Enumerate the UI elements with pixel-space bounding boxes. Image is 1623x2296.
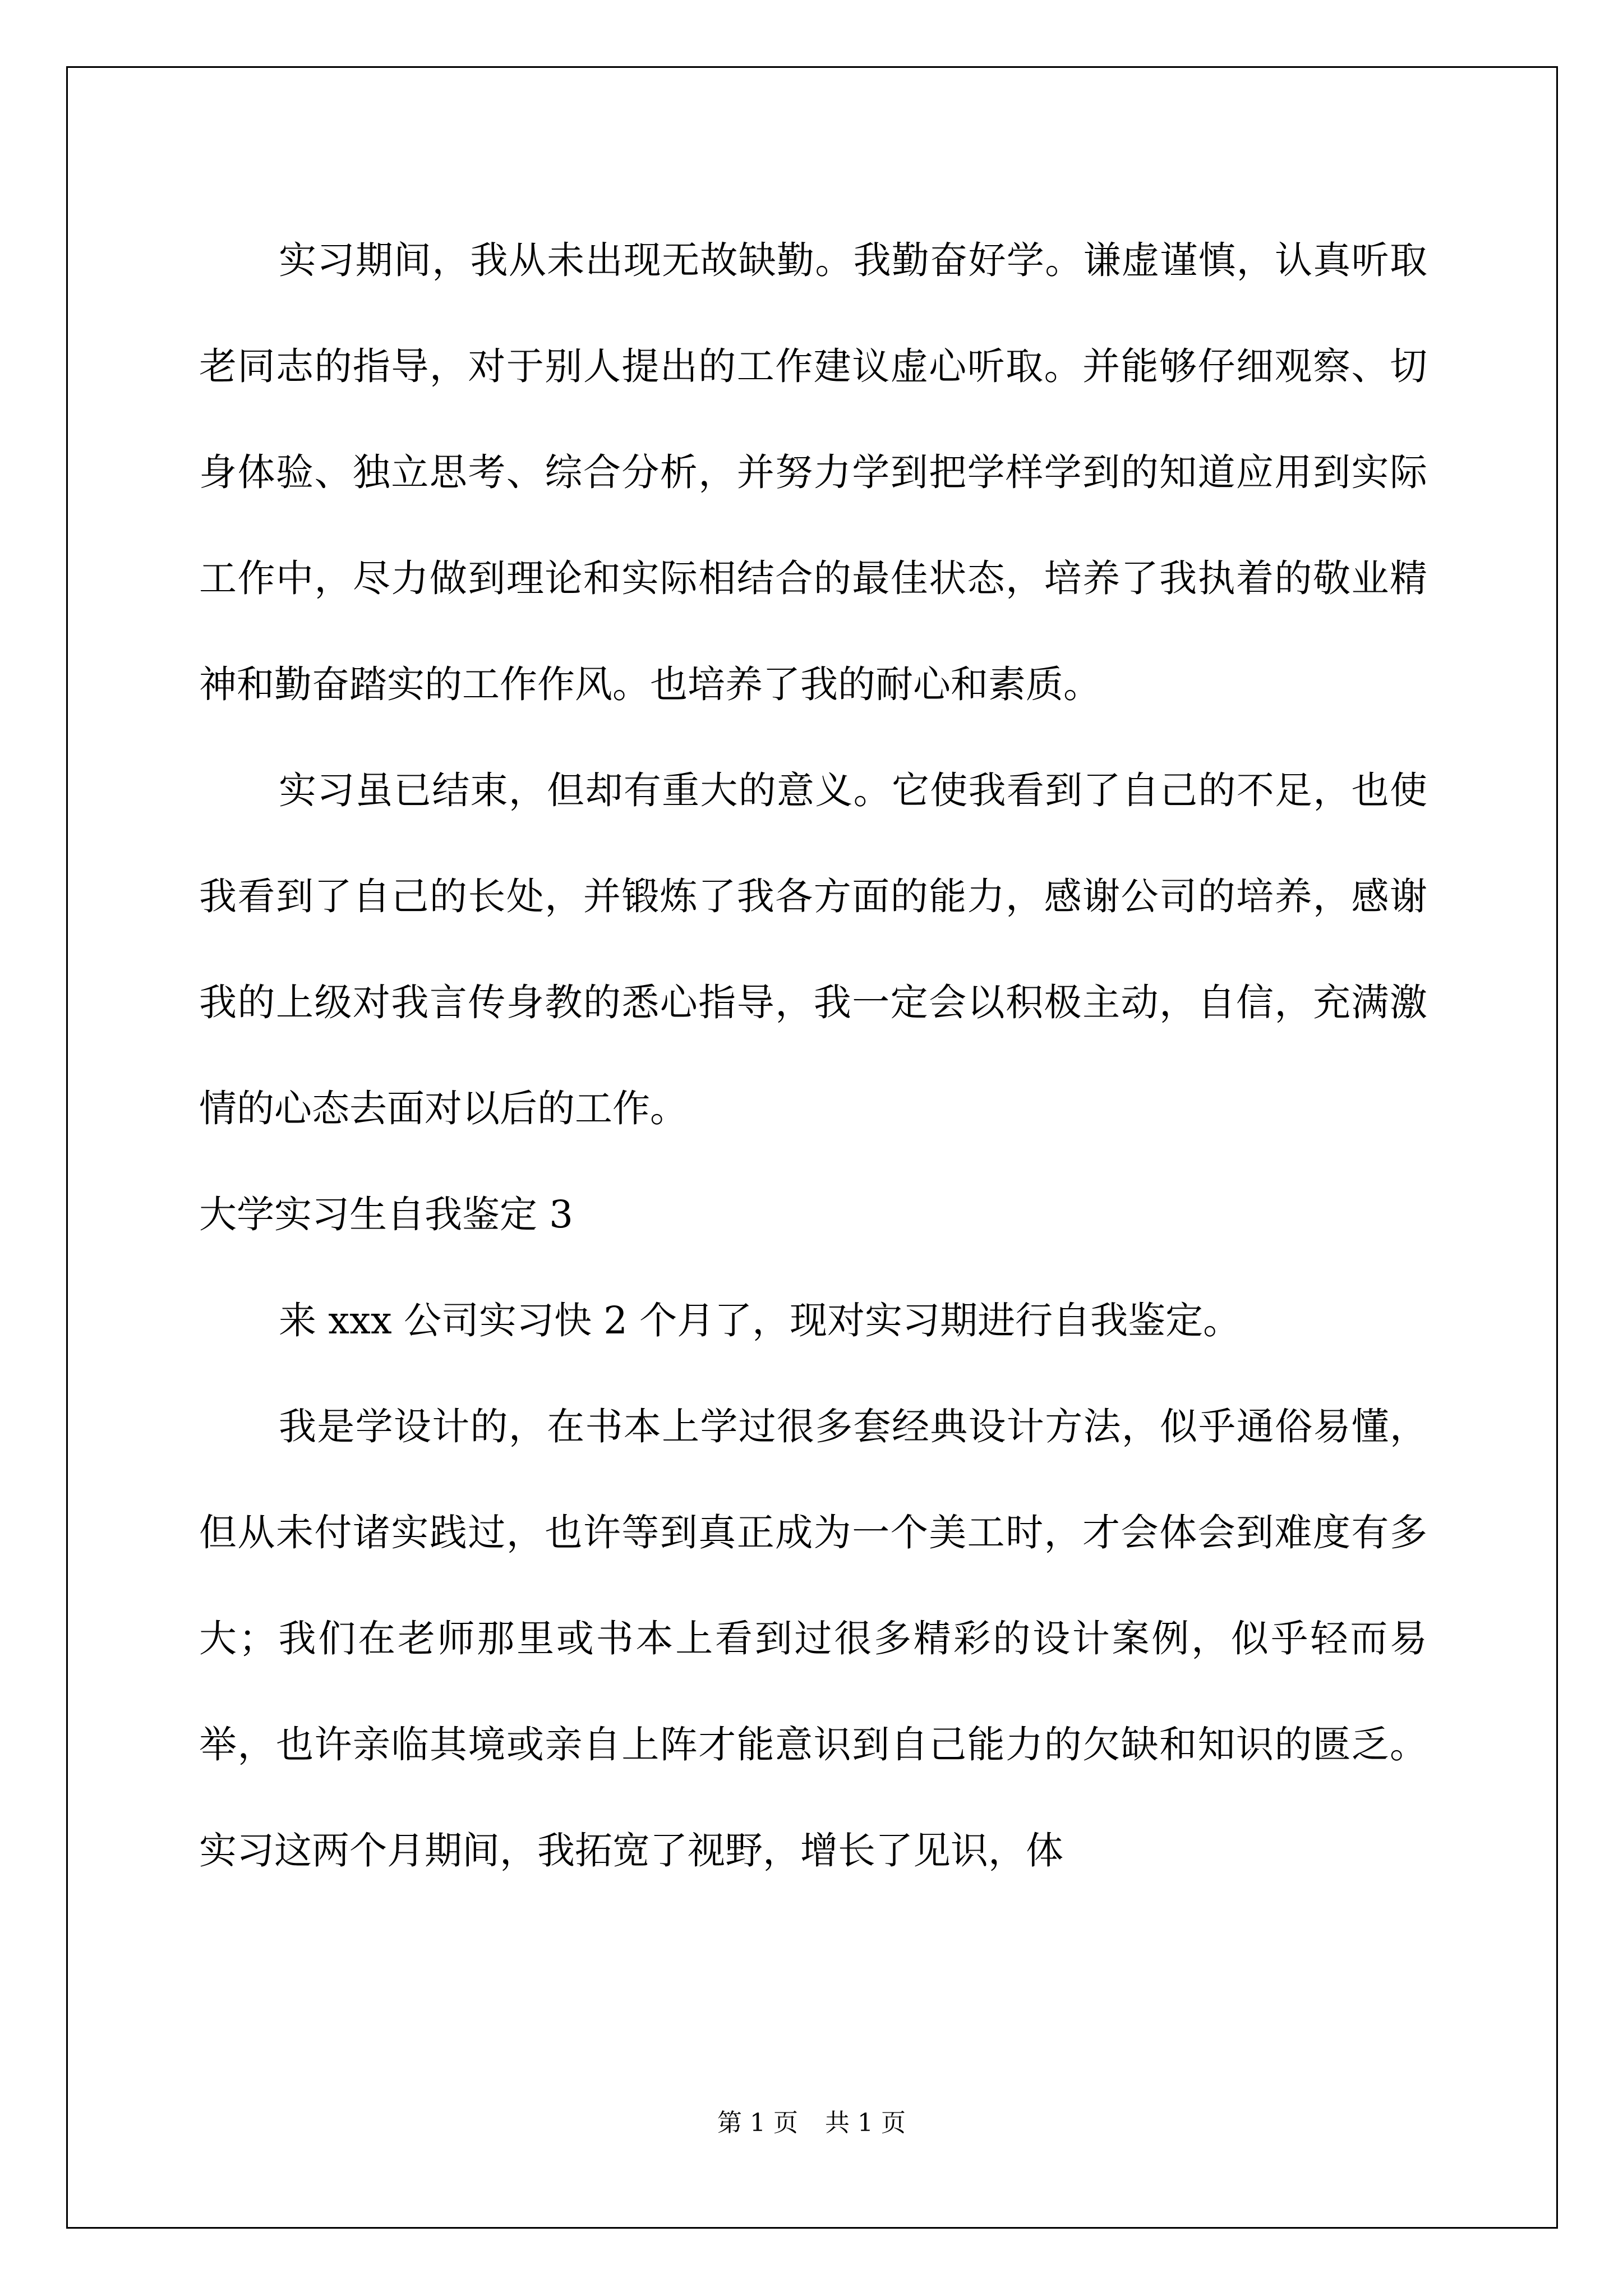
page-footer (0, 2102, 1623, 2138)
paragraph-internship-summary: 实习虽已结束，但却有重大的意义。它使我看到了自己的不足，也使我看到了自己的长处，并锻炼了我各方面的能力，感谢公司的培养，感谢我的上级对我言传身教的悉心指导，我一定会以积极主动，自信，充满激情的心态去面对以后的工作。 (199, 769, 1427, 1130)
paragraph-attendance: 实习期间，我从未出现无故缺勤。我勤奋好学。谦虚谨慎，认真听取老同志的指导，对于别人提出的工作建议虚心听取。并能够仔细观察、切身体验、独立思考、综合分析，并努力学到把学样学到的知道应用到实际工作中，尽力做到理论和实际相结合的最佳状态，培养了我执着的敬业精神和勤奋踏实的工作作风。也培养了我的耐心和素质。 (199, 238, 1427, 706)
document-body (199, 208, 1427, 1904)
page-number: 第 1 页 (717, 2109, 798, 2137)
paragraph-intro: 来 xxx 公司实习快 2 个月了，现对实习期进行自我鉴定。 (279, 1299, 1241, 1342)
section-heading: 大学实习生自我鉴定 3 (199, 1193, 573, 1236)
paragraph-design-study: 我是学设计的，在书本上学过很多套经典设计方法，似乎通俗易懂，但从未付诸实践过，也许等到真正成为一个美工时，才会体会到难度有多大；我们在老师那里或书本上看到过很多精彩的设计案例，似乎轻而易举，也许亲临其境或亲自上阵才能意识到自己能力的欠缺和知识的匮乏。实习这两个月期间，我拓宽了视野，增长了见识，体 (199, 1405, 1427, 1872)
page-total: 共 1 页 (825, 2109, 906, 2137)
